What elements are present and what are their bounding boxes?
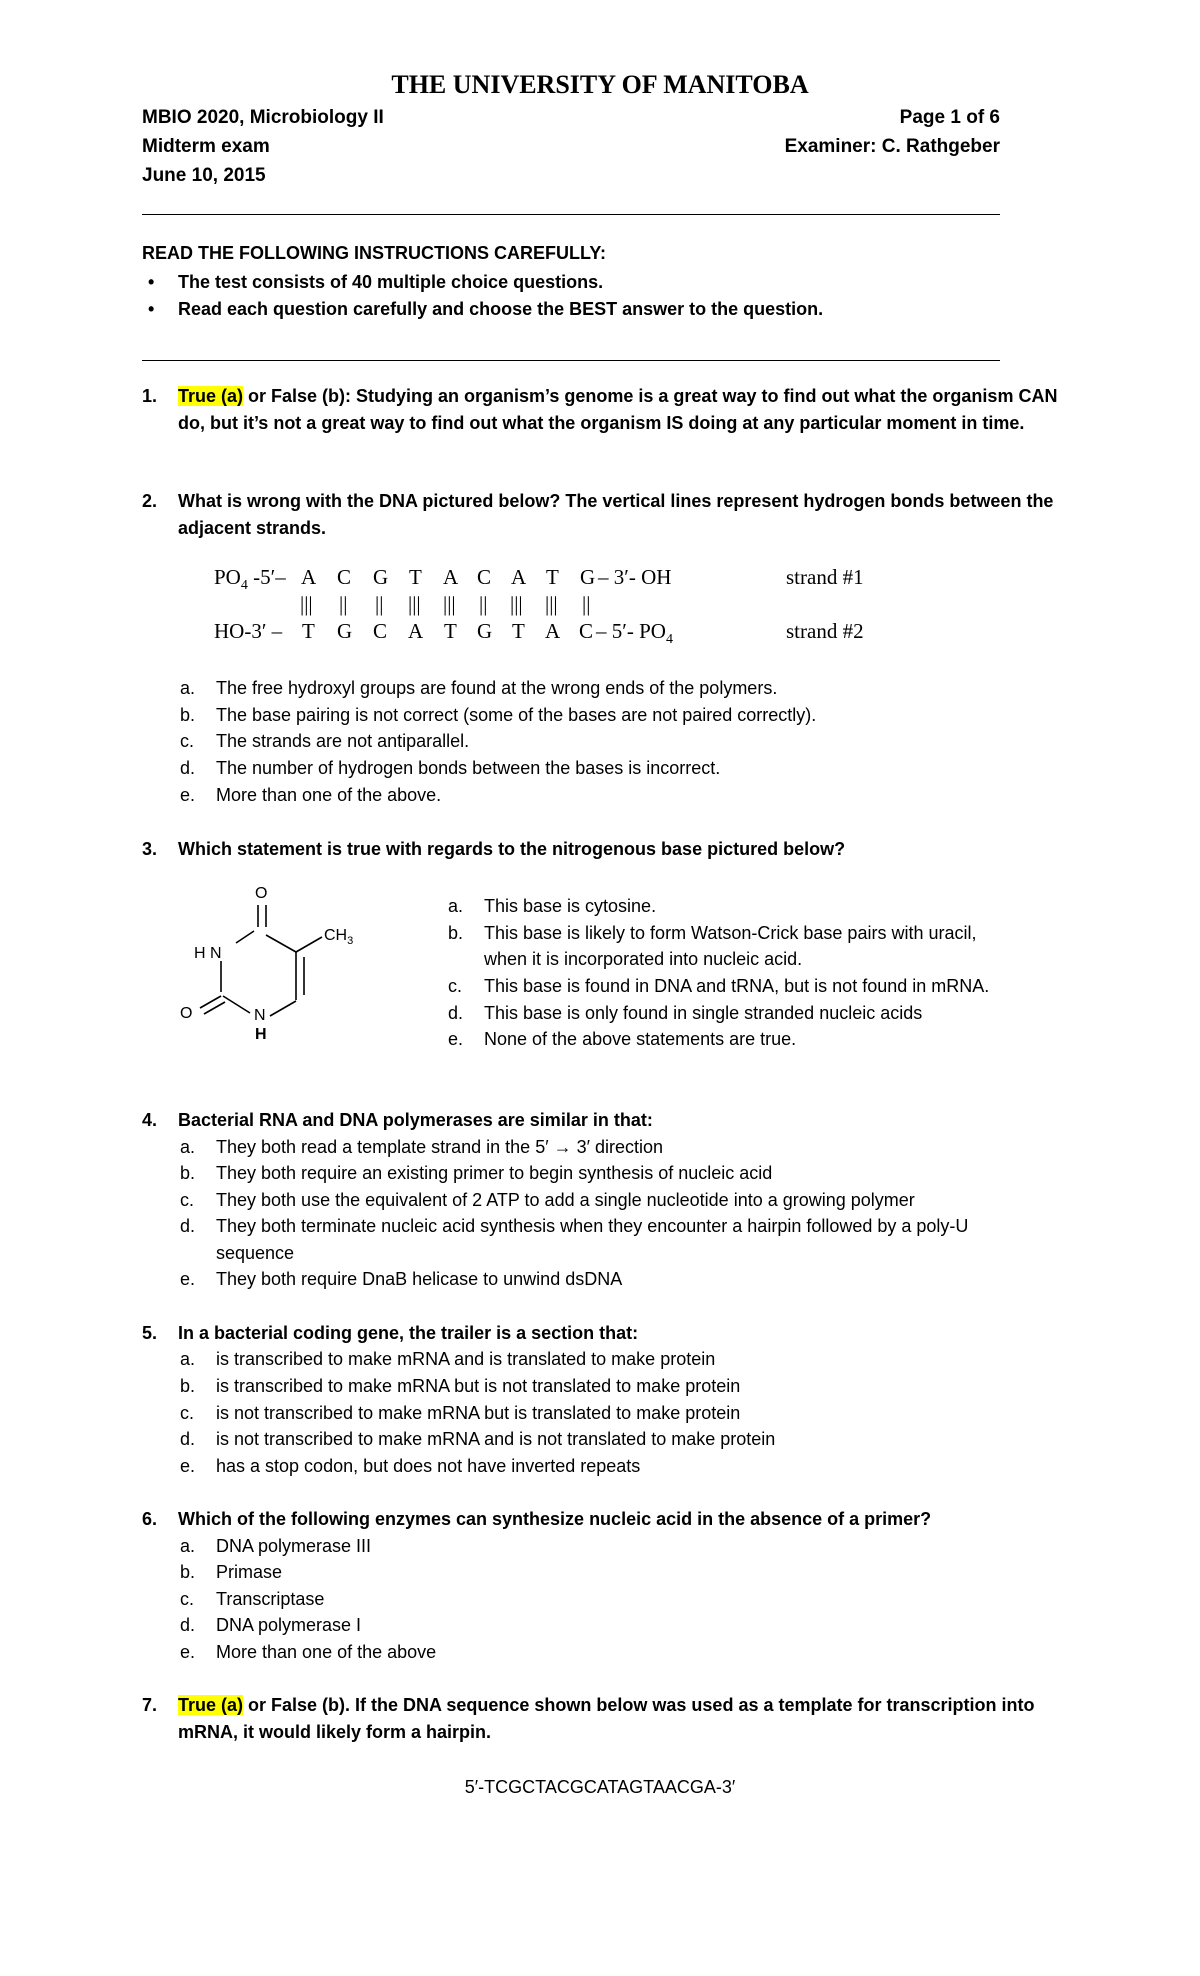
instructions-divider: [142, 360, 1000, 361]
option-text: is not transcribed to make mRNA but is translated to make protein: [216, 1403, 741, 1423]
strand-2-base: T: [302, 619, 315, 643]
option-text: DNA polymerase III: [216, 1536, 372, 1556]
option-text: They both require an existing primer to begin synthesis of nucleic acid: [216, 1163, 773, 1183]
option-letter: e.: [180, 1642, 196, 1662]
option-letter: b.: [180, 1163, 196, 1183]
option-text: They both require DnaB helicase to unwind dsDNA: [216, 1269, 623, 1289]
university-title: THE UNIVERSITY OF MANITOBA: [391, 70, 809, 99]
examiner-name: Examiner: C. Rathgeber: [784, 136, 1000, 157]
strand-2-base: C: [579, 619, 594, 643]
question-2: [142, 488, 1062, 541]
hydrogen-bond: |||: [408, 592, 421, 616]
option-letter: a.: [448, 896, 464, 916]
option-letter: b.: [180, 1562, 196, 1582]
option-text: This base is only found in single stranded nucleic acids: [484, 1003, 923, 1023]
header-left: [142, 103, 384, 190]
question-body: or False (b). If the DNA sequence shown below was used as a template for transcription into mRNA, it would likely form a hairpin.: [178, 1695, 1035, 1742]
nitrogen-bottom: N: [254, 1007, 266, 1024]
hydrogen-bond: ||: [582, 592, 591, 616]
strand-1-prefix: $PO_4$ -5′–: [214, 565, 286, 594]
option-letter: c.: [180, 731, 195, 751]
hydrogen-bond: |||: [510, 592, 523, 616]
option-text: sequence: [216, 1243, 295, 1263]
instruction-text: The test consists of 40 multiple choice questions.: [178, 272, 604, 292]
option-text: This base is cytosine.: [484, 896, 657, 916]
option-letter: a.: [180, 1536, 196, 1556]
option-letter: c.: [180, 1403, 195, 1423]
instruction-text: Read each question carefully and choose the BEST answer to the question.: [178, 299, 824, 319]
hydrogen-bond: ||: [339, 592, 348, 616]
strand-1-base: A: [301, 565, 317, 589]
option-letter: e.: [180, 1269, 196, 1289]
option-letter: d.: [448, 1003, 464, 1023]
option-text: The strands are not antiparallel.: [216, 731, 470, 751]
oxygen-top: O: [255, 885, 268, 902]
strand-2-base: C: [373, 619, 388, 643]
option-letter: c.: [180, 1589, 195, 1609]
strand-1-suffix: – 3′- OH: [598, 565, 672, 589]
option-letter: a.: [180, 1349, 196, 1369]
question-6: [142, 1506, 1062, 1533]
question-text: Which statement is true with regards to the nitrogenous base pictured below?: [178, 839, 846, 859]
option-letter: e.: [448, 1029, 464, 1049]
dna-sequence: 5′-TCGCTACGCATAGTAACGA-3′: [464, 1777, 736, 1797]
strand-2-base: A: [408, 619, 424, 643]
option-text: Primase: [216, 1562, 283, 1582]
hydrogen-bond: ||: [375, 592, 384, 616]
nitrogen-hn: H N: [194, 945, 222, 962]
header-divider: [142, 214, 1000, 215]
question-7: [142, 1692, 1062, 1745]
strand-2-label: strand #2: [786, 619, 864, 643]
option-text: This base is found in DNA and tRNA, but is not found in mRNA.: [484, 976, 990, 996]
question-number: 3.: [142, 839, 158, 859]
option-text: They both use the equivalent of 2 ATP to add a single nucleotide into a growing polymer: [216, 1190, 915, 1210]
option-text: More than one of the above: [216, 1642, 437, 1662]
option-text: The free hydroxyl groups are found at the wrong ends of the polymers.: [216, 678, 778, 698]
oxygen-left: O: [180, 1005, 193, 1022]
question-number: 1.: [142, 386, 158, 406]
strand-1-base: A: [511, 565, 527, 589]
strand-2-base: G: [337, 619, 353, 643]
page-number: Page 1 of 6: [899, 107, 1000, 128]
option-text: when it is incorporated into nucleic acid.: [484, 949, 803, 969]
option-text: None of the above statements are true.: [484, 1029, 797, 1049]
option-text: They both read a template strand in the 5′ → 3′ direction: [216, 1137, 664, 1157]
hydrogen-bond: |||: [300, 592, 313, 616]
strand-1-base: A: [443, 565, 459, 589]
option-letter: b.: [448, 923, 464, 943]
option-letter: c.: [448, 976, 463, 996]
option-letter: d.: [180, 1216, 196, 1236]
header-right: [785, 103, 1000, 161]
strand-2-base: T: [444, 619, 457, 643]
option-text: DNA polymerase I: [216, 1615, 362, 1635]
question-body: or False (b): Studying an organism’s genome is a great way to find out what the organism CAN do, but it’s not a great way to find out what the organism IS doing at any particular moment in time.: [178, 386, 1058, 433]
option-text: This base is likely to form Watson-Crick base pairs with uracil,: [484, 923, 977, 943]
option-letter: a.: [180, 1137, 196, 1157]
option-letter: c.: [180, 1190, 195, 1210]
option-text: is not transcribed to make mRNA and is not translated to make protein: [216, 1429, 776, 1449]
strand-1-base: T: [409, 565, 422, 589]
answer-highlight: True (a): [178, 386, 244, 406]
question-number: 7.: [142, 1695, 158, 1715]
option-text: is transcribed to make mRNA but is not translated to make protein: [216, 1376, 741, 1396]
question-text: What is wrong with the DNA pictured below? The vertical lines represent hydrogen bonds between the adjacent strands.: [178, 491, 1054, 538]
option-letter: a.: [180, 678, 196, 698]
bullet-icon: •: [148, 272, 155, 292]
strand-1-base: G: [580, 565, 596, 589]
question-text: [178, 1692, 1062, 1745]
question-text: In a bacterial coding gene, the trailer is a section that:: [178, 1323, 639, 1343]
option-letter: d.: [180, 1615, 196, 1635]
exam-date: June 10, 2015: [142, 165, 266, 186]
hydrogen-bottom: H: [255, 1026, 267, 1043]
strand-1-base: T: [546, 565, 559, 589]
methyl-group: $CH_3$: [324, 927, 354, 947]
answer-highlight: True (a): [178, 1695, 244, 1715]
option-letter: e.: [180, 1456, 196, 1476]
thymine-structure: [170, 875, 390, 1055]
option-text: The base pairing is not correct (some of the bases are not paired correctly).: [216, 705, 817, 725]
bullet-icon: •: [148, 299, 155, 319]
strand-2-base: T: [512, 619, 525, 643]
question-3: [142, 836, 1062, 863]
question-1: [142, 383, 1062, 436]
hydrogen-bond: ||: [479, 592, 488, 616]
question-number: 4.: [142, 1110, 158, 1130]
option-text: More than one of the above.: [216, 785, 442, 805]
option-text: The number of hydrogen bonds between the bases is incorrect.: [216, 758, 721, 778]
question-number: 5.: [142, 1323, 158, 1343]
question-5: [142, 1320, 1062, 1347]
strand-2-base: A: [545, 619, 561, 643]
strand-1-base: C: [477, 565, 492, 589]
strand-2-base: G: [477, 619, 493, 643]
question-number: 2.: [142, 491, 158, 511]
course-name: MBIO 2020, Microbiology II: [142, 107, 384, 128]
option-letter: d.: [180, 758, 196, 778]
option-text: They both terminate nucleic acid synthesis when they encounter a hairpin followed by a poly-U: [216, 1216, 969, 1236]
option-letter: e.: [180, 785, 196, 805]
strand-1-base: C: [337, 565, 352, 589]
strand-1-base: G: [373, 565, 389, 589]
strand-2-suffix: – 5′- $PO_4$: [596, 619, 673, 648]
option-letter: b.: [180, 705, 196, 725]
hydrogen-bond: |||: [443, 592, 456, 616]
option-text: Transcriptase: [216, 1589, 325, 1609]
option-letter: b.: [180, 1376, 196, 1396]
question-4: [142, 1107, 1062, 1134]
strand-1-label: strand #1: [786, 565, 864, 589]
strand-2-prefix: HO-3′ –: [214, 619, 283, 643]
question-text: Which of the following enzymes can synthesize nucleic acid in the absence of a primer?: [178, 1509, 932, 1529]
option-letter: d.: [180, 1429, 196, 1449]
instructions-title: READ THE FOLLOWING INSTRUCTIONS CAREFULLY:: [142, 243, 606, 263]
question-number: 6.: [142, 1509, 158, 1529]
question-text: [178, 383, 1062, 436]
question-text: Bacterial RNA and DNA polymerases are similar in that:: [178, 1110, 653, 1130]
hydrogen-bond: |||: [545, 592, 558, 616]
option-text: has a stop codon, but does not have inverted repeats: [216, 1456, 641, 1476]
exam-type: Midterm exam: [142, 136, 270, 157]
option-text: is transcribed to make mRNA and is translated to make protein: [216, 1349, 716, 1369]
